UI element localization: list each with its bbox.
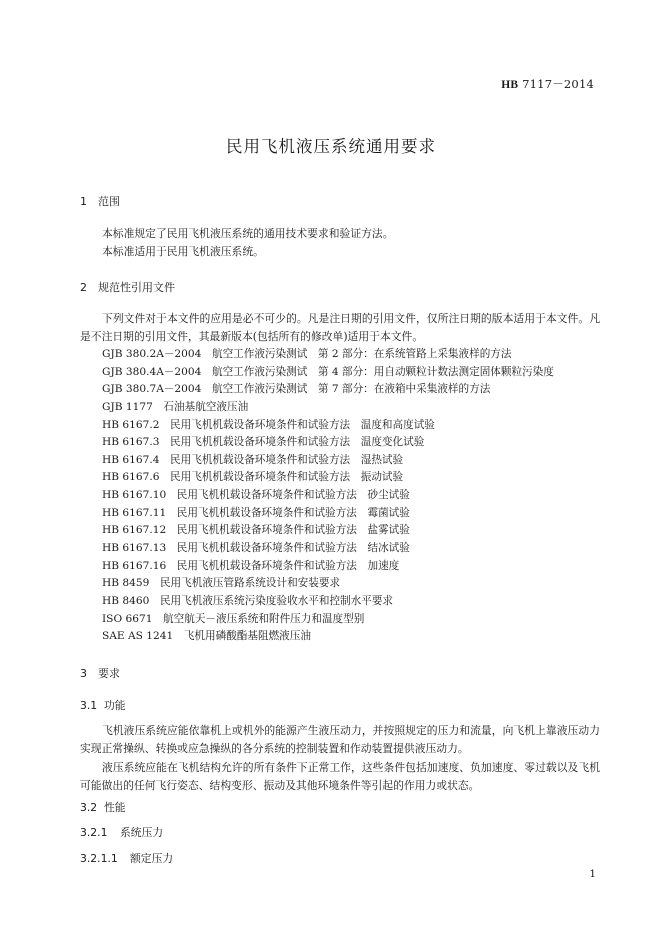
reference-item: HB 6167.6 民用飞机机载设备环境条件和试验方法 振动试验 xyxy=(102,471,404,484)
section-number: 3.2.1 xyxy=(80,826,108,839)
references-intro: 下列文件对于本文件的应用是必不可少的。凡是注日期的引用文件，仅所注日期的版本适用于本文件。凡是不注日期的引用文件，其最新版本(包括所有的修改单)适用于本文件。 xyxy=(80,312,600,344)
section-title: 范围 xyxy=(98,195,120,208)
reference-item: HB 6167.12 民用飞机机载设备环境条件和试验方法 盐雾试验 xyxy=(102,524,410,537)
section-title: 规范性引用文件 xyxy=(98,281,175,294)
reference-item: HB 8460 民用飞机液压系统污染度验收水平和控制水平要求 xyxy=(102,594,394,607)
references-list xyxy=(102,346,554,646)
reference-item: SAE AS 1241 飞机用磷酸酯基阻燃液压油 xyxy=(102,630,311,643)
scope-paragraph-2: 本标准适用于民用飞机液压系统。 xyxy=(102,245,264,258)
document-code-prefix: HB xyxy=(501,79,519,91)
section-number: 2 xyxy=(80,281,87,294)
section-number: 3.2 xyxy=(80,801,98,814)
page-number: 1 xyxy=(589,868,596,880)
section-3-2-1-1-heading xyxy=(80,851,173,866)
section-title: 系统压力 xyxy=(120,826,164,839)
reference-item: GJB 380.7A－2004 航空工作液污染测试 第 7 部分：在液箱中采集液样的方法 xyxy=(102,383,491,396)
reference-item: GJB 380.4A－2004 航空工作液污染测试 第 4 部分：用自动颗粒计数法测定固体颗粒污染度 xyxy=(102,365,554,378)
section-title: 功能 xyxy=(104,699,126,712)
section-3-heading xyxy=(80,665,120,681)
reference-item: GJB 380.2A－2004 航空工作液污染测试 第 2 部分：在系统管路上采集液样的方法 xyxy=(102,348,512,360)
reference-item: HB 6167.10 民用飞机机载设备环境条件和试验方法 砂尘试验 xyxy=(102,489,410,502)
function-paragraph-1: 飞机液压系统应能依靠机上或机外的能源产生液压动力，并按照规定的压力和流量，向飞机上靠液压动力实现正常操纵、转换或应急操纵的各分系统的控制装置和作动装置提供液压动力。 xyxy=(80,724,600,756)
document-code xyxy=(501,76,594,92)
function-paragraph-2: 液压系统应能在飞机结构允许的所有条件下正常工作，这些条件包括加速度、负加速度、零过载以及飞机可能做出的任何飞行姿态、结构变形、振动及其他环境条件等引起的作用力或状态。 xyxy=(80,761,600,793)
reference-item: HB 6167.16 民用飞机机载设备环境条件和试验方法 加速度 xyxy=(102,559,400,572)
section-3-2-1-heading xyxy=(80,825,163,840)
section-number: 1 xyxy=(80,195,87,208)
reference-item: HB 6167.13 民用飞机机载设备环境条件和试验方法 结冰试验 xyxy=(102,542,410,555)
scope-paragraph-1: 本标准规定了民用飞机液压系统的通用技术要求和验证方法。 xyxy=(102,227,394,240)
document-code-number: 7117－2014 xyxy=(518,77,594,91)
reference-item: ISO 6671 航空航天－液压系统和附件压力和温度型别 xyxy=(102,612,365,625)
section-1-heading xyxy=(80,193,120,209)
section-title: 性能 xyxy=(104,801,126,814)
reference-item: HB 6167.11 民用飞机机载设备环境条件和试验方法 霉菌试验 xyxy=(102,506,410,519)
section-3-1-heading xyxy=(80,698,126,713)
document-title: 民用飞机液压系统通用要求 xyxy=(226,137,436,156)
section-number: 3 xyxy=(80,667,87,680)
reference-item: HB 8459 民用飞机液压管路系统设计和安装要求 xyxy=(102,577,341,590)
section-title: 要求 xyxy=(98,667,120,680)
section-3-2-heading xyxy=(80,800,126,815)
section-title: 额定压力 xyxy=(130,852,174,865)
section-2-heading xyxy=(80,279,175,295)
reference-item: HB 6167.2 民用飞机机载设备环境条件和试验方法 温度和高度试验 xyxy=(102,418,435,431)
reference-item: HB 6167.3 民用飞机机载设备环境条件和试验方法 温度变化试验 xyxy=(102,436,425,449)
section-number: 3.2.1.1 xyxy=(80,852,118,865)
section-number: 3.1 xyxy=(80,699,98,712)
reference-item: HB 6167.4 民用飞机机载设备环境条件和试验方法 湿热试验 xyxy=(102,453,404,466)
reference-item: GJB 1177 石油基航空液压油 xyxy=(102,400,249,413)
